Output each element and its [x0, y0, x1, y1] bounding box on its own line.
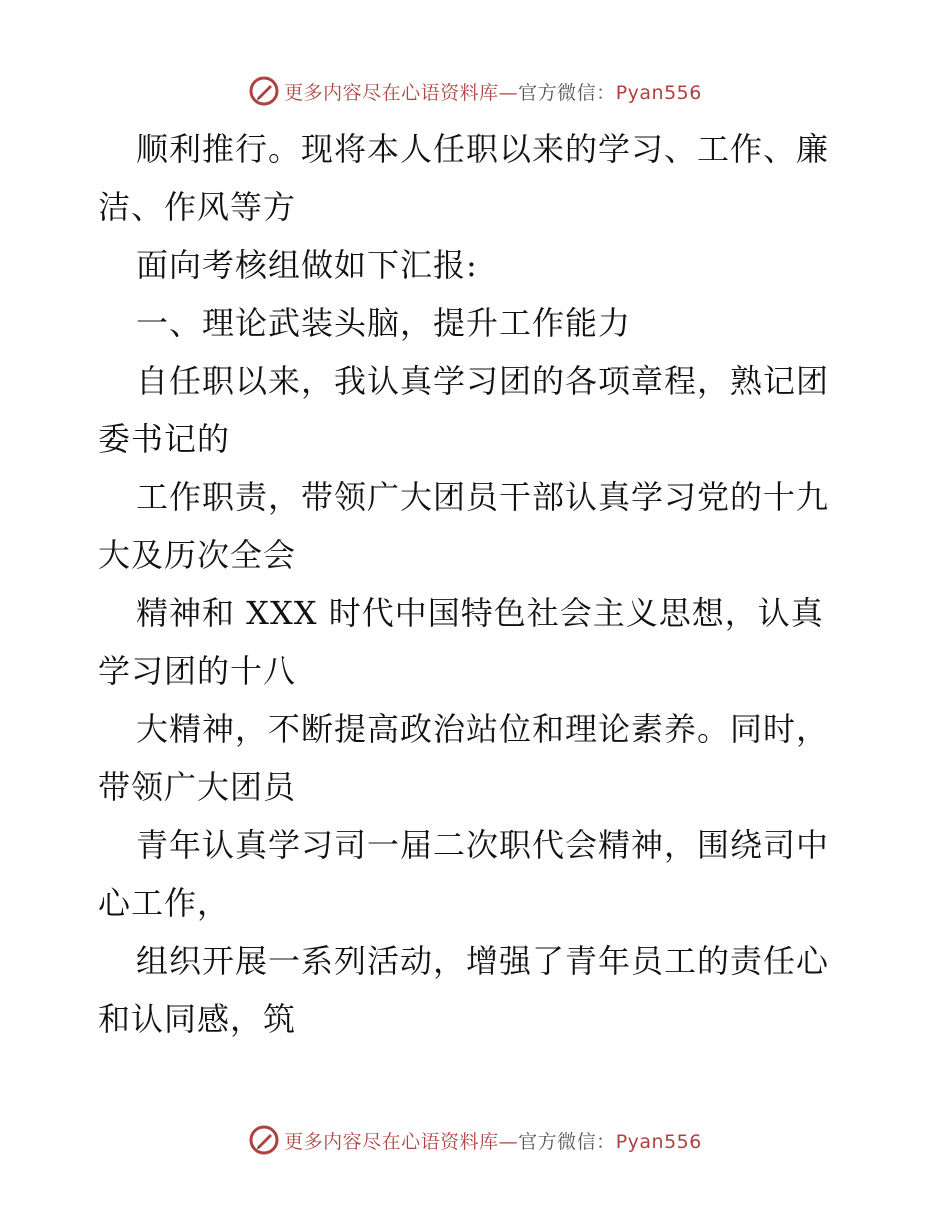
pen-logo-icon: [248, 1124, 280, 1156]
text-line: 顺利推行。现将本人任职以来的学习、工作、廉: [136, 130, 830, 168]
watermark-brand: 更多内容尽在心语资料库: [284, 1130, 499, 1153]
text-line: 委书记的: [98, 420, 231, 458]
text-line: 青年认真学习司一届二次职代会精神，围绕司中: [136, 826, 830, 864]
text-line: 大及历次全会: [98, 536, 297, 574]
section-heading: 一、理论武装头脑，提升工作能力: [136, 304, 632, 342]
header-watermark: [0, 71, 950, 111]
footer-watermark: [0, 1120, 950, 1160]
pen-logo-icon: [248, 75, 280, 107]
document-body: [98, 120, 858, 1048]
text-line: 洁、作风等方: [98, 188, 297, 226]
text-line: 心工作，: [98, 884, 231, 922]
watermark-separator: —: [498, 1130, 519, 1153]
text-line: 精神和 XXX 时代中国特色社会主义思想，认真: [136, 594, 824, 632]
text-line: 面向考核组做如下汇报:: [136, 246, 478, 284]
text-line: 带领广大团员: [98, 768, 297, 806]
watermark-text: [284, 1127, 702, 1154]
watermark-brand: 更多内容尽在心语资料库: [284, 81, 499, 104]
text-line: 自任职以来，我认真学习团的各项章程，熟记团: [136, 362, 830, 400]
watermark-wechat-id: Pyan556: [615, 81, 702, 104]
watermark-wechat-label: 官方微信：: [518, 81, 616, 104]
text-line: 工作职责，带领广大团员干部认真学习党的十九: [136, 478, 830, 516]
text-line: 组织开展一系列活动，增强了青年员工的责任心: [136, 942, 830, 980]
text-line: 大精神，不断提高政治站位和理论素养。同时，: [136, 710, 830, 748]
text-line: 和认同感，筑: [98, 1000, 297, 1038]
watermark-wechat-label: 官方微信：: [518, 1130, 616, 1153]
watermark-separator: —: [498, 81, 519, 104]
watermark-text: [284, 78, 702, 105]
watermark-wechat-id: Pyan556: [615, 1130, 702, 1153]
text-line: 学习团的十八: [98, 652, 297, 690]
